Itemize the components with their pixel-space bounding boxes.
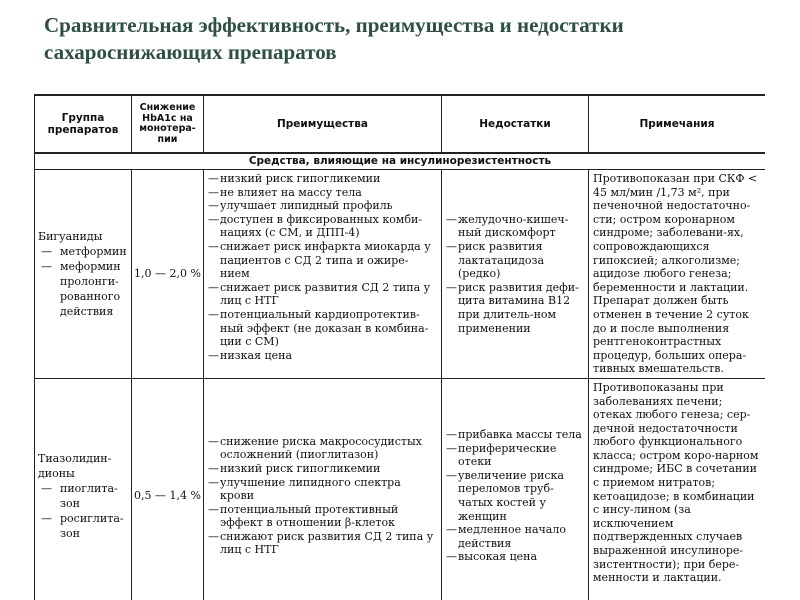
- notes-cell: Противопоказан при СКФ < 45 мл/мин /1,73 м², при печеночной недостаточно-сти; остром коронарном синдроме; заболевани-ях, сопровождающихся гипоксией; алкоголизме; ацидозе любого генеза; беременности и лактации. Препарат должен быть отменен в течение 2 суток до и после выполнения рентгеноконтрастных процедур, больших опера-тивных вмешательств.: [589, 170, 766, 379]
- advantage-item: — потенциальный протективный эффект в отношении β-клеток: [208, 503, 437, 530]
- header-advantages: Преимущества: [204, 95, 442, 153]
- disadvantages-cell: [442, 170, 589, 379]
- disadvantage-item: — риск развития лактатацидоза (редко): [446, 240, 584, 281]
- disadvantage-item: — высокая цена: [446, 550, 584, 564]
- disadvantage-item: — прибавка массы тела: [446, 428, 584, 442]
- advantage-item: — потенциальный кардиопротектив-ный эффект (не доказан в комбина-ции с СМ): [208, 308, 437, 349]
- comparison-table: [34, 94, 765, 600]
- notes-cell: Противопоказаны при заболеваниях печени; отеках любого генеза; сер-дечной недостаточности любого функционального класса; остром коро-нарном синдроме; ИБС в сочетании с приемом нитратов; кетоацидозе; в комбинации с инсу-лином (за исключением подтвержденных случаев выраженной инсулиноре-зистентности); при бере-менности и лактации.: [589, 378, 766, 600]
- advantage-item: — низкий риск гипогликемии: [208, 462, 437, 476]
- drug-list: [38, 244, 131, 319]
- disadvantage-item: — медленное начало действия: [446, 523, 584, 550]
- header-notes: Примечания: [589, 95, 766, 153]
- disadvantage-item: — риск развития дефи-цита витамина В12 при длитель-ном применении: [446, 281, 584, 335]
- drug-group-name: Бигуаниды: [38, 229, 103, 243]
- drug-item: — меформин пролонги-рованного действия: [38, 259, 131, 319]
- advantage-item: — снижение риска макрососудистых осложнений (пиоглитазон): [208, 435, 437, 462]
- drug-group-name: Тиазолидин-дионы: [38, 451, 112, 480]
- drugs-table: [34, 94, 765, 600]
- header-disadvantages: Недостатки: [442, 95, 589, 153]
- disadvantages-cell: [442, 378, 589, 600]
- hba1c-value: 1,0 — 2,0 %: [132, 170, 204, 379]
- slide-title: Сравнительная эффективность, преимущества и недостатки сахароснижающих препаратов: [44, 13, 624, 64]
- advantage-item: — снижает риск инфаркта миокарда у пациентов с СД 2 типа и ожире-нием: [208, 240, 437, 281]
- header-group: Группа препаратов: [35, 95, 132, 153]
- advantage-item: — улучшение липидного спектра крови: [208, 476, 437, 503]
- advantage-item: — не влияет на массу тела: [208, 186, 437, 200]
- disadvantage-item: — желудочно-кишеч-ный дискомфорт: [446, 213, 584, 240]
- table-header-row: [35, 95, 766, 153]
- disadvantage-item: — увеличение риска переломов труб-чатых костей у женщин: [446, 469, 584, 523]
- advantages-cell: [204, 378, 442, 600]
- drug-list: [38, 481, 131, 541]
- section-row: [35, 153, 766, 170]
- advantage-item: — доступен в фиксированных комби-нациях (с СМ, и ДПП-4): [208, 213, 437, 240]
- table-row: [35, 378, 766, 600]
- advantage-item: — низкая цена: [208, 349, 437, 363]
- hba1c-value: 0,5 — 1,4 %: [132, 378, 204, 600]
- advantage-item: — улучшает липидный профиль: [208, 199, 437, 213]
- drug-item: — пиоглита-зон: [38, 481, 131, 511]
- drug-item: — метформин: [38, 244, 131, 259]
- disadvantage-item: — периферические отеки: [446, 442, 584, 469]
- advantages-cell: [204, 170, 442, 379]
- table-row: [35, 170, 766, 379]
- advantage-item: — снижает риск развития СД 2 типа у лиц с НТГ: [208, 281, 437, 308]
- drug-group-cell: [35, 378, 132, 600]
- header-hba1c: Снижение HbA1c на монотера-пии: [132, 95, 204, 153]
- drug-item: — росиглита-зон: [38, 511, 131, 541]
- drug-group-cell: [35, 170, 132, 379]
- section-title: Средства, влияющие на инсулинорезистентность: [35, 153, 766, 170]
- advantage-item: — низкий риск гипогликемии: [208, 172, 437, 186]
- advantage-item: — снижают риск развития СД 2 типа у лиц с НТГ: [208, 530, 437, 557]
